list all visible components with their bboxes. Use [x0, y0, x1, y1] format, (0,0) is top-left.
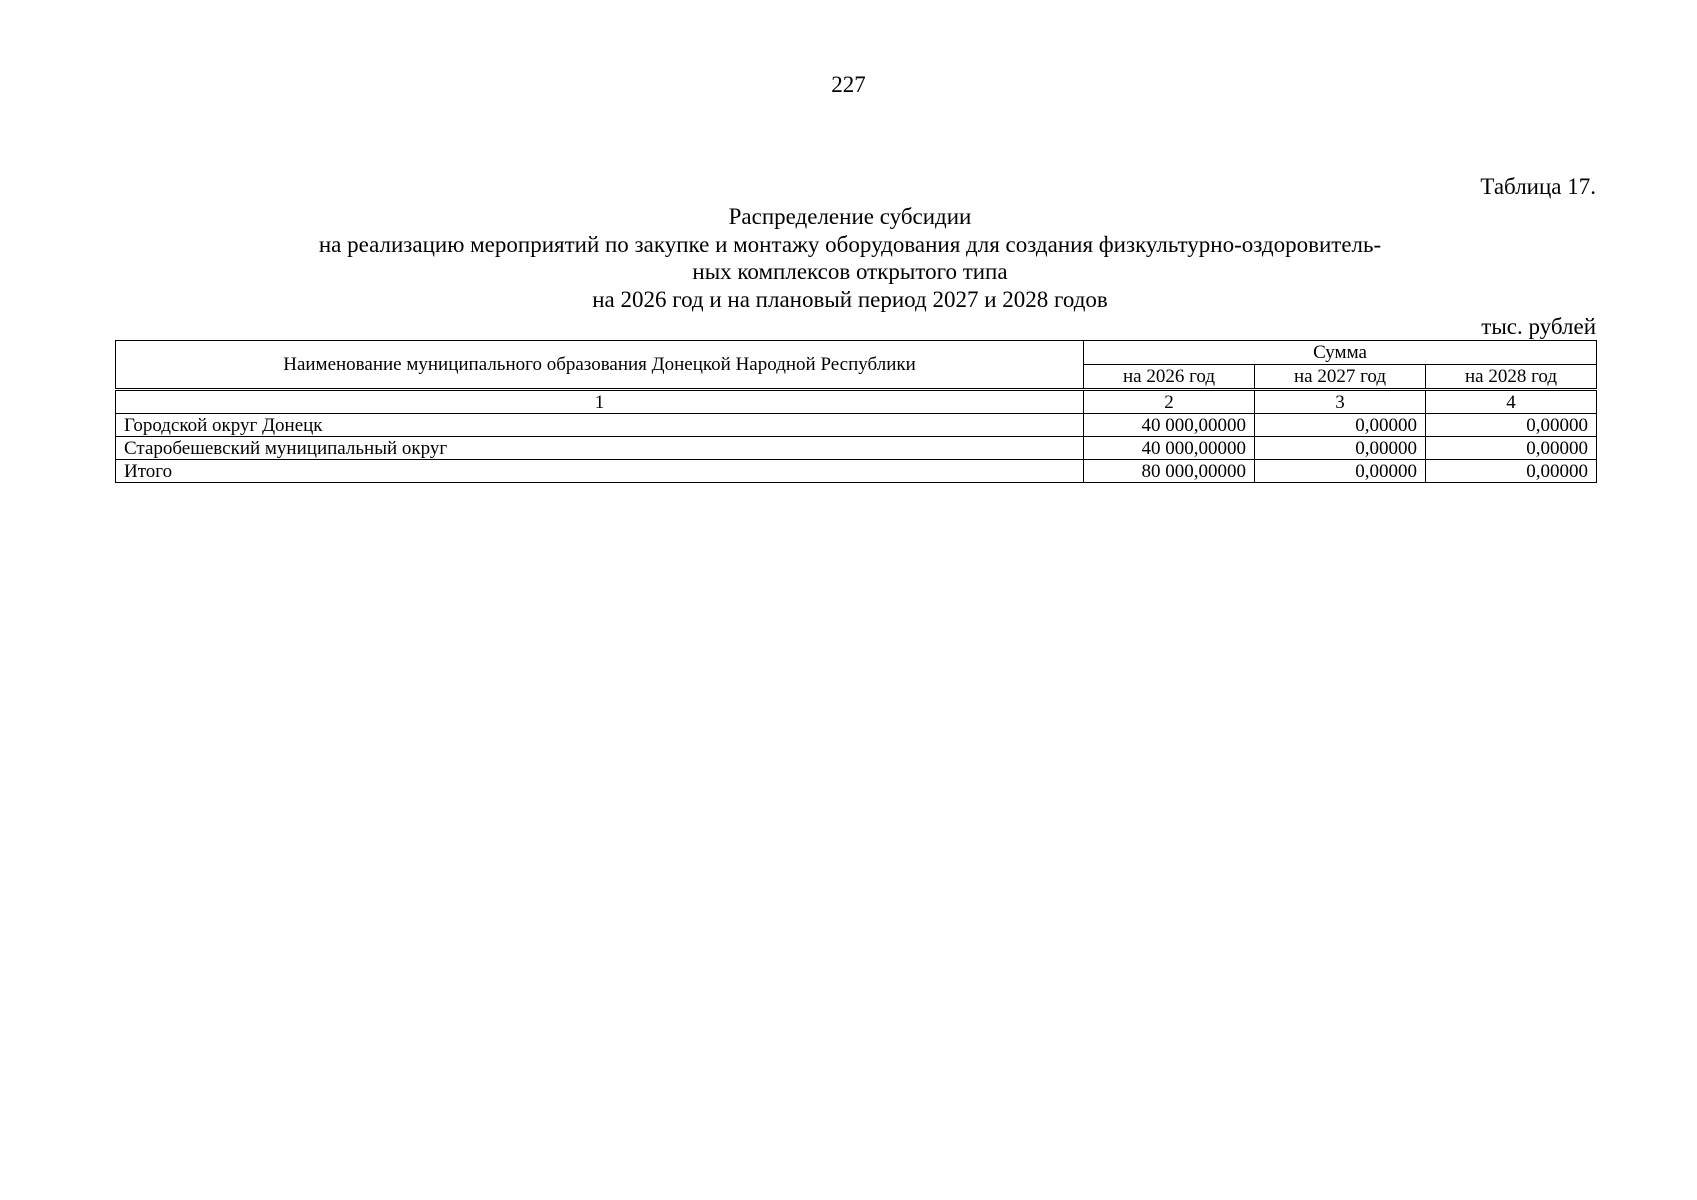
- table-row: [116, 437, 1597, 460]
- total-2026: 80 000,00000: [1084, 460, 1255, 483]
- amount-2028: 0,00000: [1426, 437, 1597, 460]
- amount-2027: 0,00000: [1255, 414, 1426, 437]
- total-2027: 0,00000: [1255, 460, 1426, 483]
- units-label: тыс. рублей: [1481, 314, 1596, 339]
- header-year-2028: на 2028 год: [1426, 365, 1597, 390]
- title-line-3: ных комплексов открытого типа: [692, 259, 1008, 284]
- header-municipality: Наименование муниципального образования Донецкой Народной Республики: [116, 341, 1084, 390]
- column-number: 2: [1084, 390, 1255, 414]
- subsidy-table: [115, 340, 1597, 483]
- page-number: 227: [831, 72, 866, 97]
- header-year-2026: на 2026 год: [1084, 365, 1255, 390]
- total-label: Итого: [116, 460, 1084, 483]
- header-year-2027: на 2027 год: [1255, 365, 1426, 390]
- column-number: 3: [1255, 390, 1426, 414]
- title-line-4: на 2026 год и на плановый период 2027 и 2028 годов: [592, 286, 1108, 312]
- table-total-row: [116, 460, 1597, 483]
- table-header-row: [116, 341, 1597, 365]
- column-number: 1: [116, 390, 1084, 414]
- header-sum: Сумма: [1084, 341, 1597, 365]
- municipality-name: Городской округ Донецк: [116, 414, 1084, 437]
- table-title: [220, 203, 1480, 313]
- total-2028: 0,00000: [1426, 460, 1597, 483]
- table-row: [116, 414, 1597, 437]
- municipality-name: Старобешевский муниципальный округ: [116, 437, 1084, 460]
- amount-2026: 40 000,00000: [1084, 437, 1255, 460]
- table-label: Таблица 17.: [1480, 174, 1596, 199]
- title-line-1: Распределение субсидии: [728, 204, 972, 229]
- amount-2028: 0,00000: [1426, 414, 1597, 437]
- column-number: 4: [1426, 390, 1597, 414]
- amount-2026: 40 000,00000: [1084, 414, 1255, 437]
- amount-2027: 0,00000: [1255, 437, 1426, 460]
- title-line-2: на реализацию мероприятий по закупке и монтажу оборудования для создания физкультурно-оздоровитель-: [318, 231, 1382, 257]
- column-number-row: [116, 390, 1597, 414]
